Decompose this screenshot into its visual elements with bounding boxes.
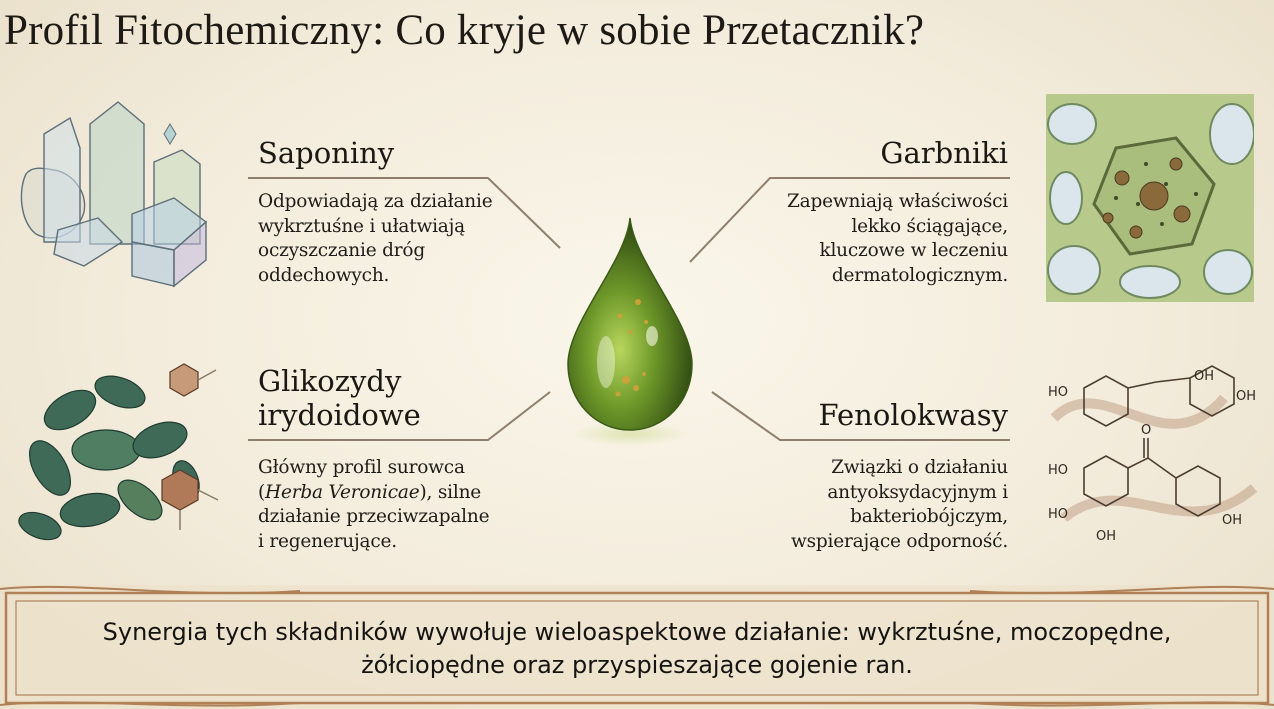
- desc-line: oczyszczanie dróg: [258, 240, 426, 261]
- saponiny-heading: Saponiny: [258, 136, 395, 170]
- heading-line: irydoidowe: [258, 398, 421, 432]
- desc-line: działanie przeciwzapalne: [258, 506, 490, 527]
- garbniki-description: [787, 190, 1008, 288]
- fenolokwasy-description: [791, 456, 1008, 554]
- desc-text: ), silne: [419, 481, 482, 503]
- desc-line: wspierające odporność.: [790, 530, 1008, 552]
- desc-line: Główny profil surowca: [258, 457, 465, 478]
- fenolokwasy-heading: Fenolokwasy: [818, 398, 1008, 432]
- phenolic-molecule-illustration: [1044, 358, 1274, 558]
- page-title: Profil Fitochemiczny: Co kryje w sobie Przetacznik?: [4, 7, 925, 54]
- desc-line: lekko ściągające,: [851, 215, 1008, 237]
- latin-name: Herba Veronicae: [265, 481, 420, 503]
- footer-line: żółciopędne oraz przyspieszające gojenie ran.: [361, 651, 913, 679]
- glikozydy-description: [258, 456, 489, 554]
- desc-line: [258, 481, 489, 506]
- footer-line: Synergia tych składników wywołuje wieloaspektowe działanie: wykrztuśne, moczopędne,: [102, 618, 1172, 646]
- desc-line: dermatologicznym.: [831, 264, 1008, 286]
- oh-label: OH: [1096, 529, 1117, 544]
- desc-line: bakteriobójczym,: [850, 506, 1008, 527]
- desc-line: Zapewniają właściwości: [787, 191, 1008, 212]
- desc-line: oddechowych.: [258, 264, 390, 286]
- desc-line: antyoksydacyjnym i: [827, 481, 1008, 503]
- garbniki-heading: Garbniki: [880, 136, 1008, 170]
- paren: (: [258, 481, 266, 503]
- crystals-illustration: [14, 94, 224, 294]
- oxygen-label: O: [1141, 423, 1152, 438]
- footer-summary: [0, 616, 1274, 682]
- oh-label: OH: [1222, 513, 1243, 528]
- oh-label: HO: [1048, 507, 1069, 522]
- plant-cells-illustration: [1046, 94, 1254, 302]
- oh-label: HO: [1048, 385, 1069, 400]
- desc-line: kluczowe w leczeniu: [819, 240, 1008, 261]
- glikozydy-heading: [258, 364, 421, 432]
- heading-line: Glikozydy: [258, 364, 402, 398]
- oh-label: OH: [1236, 389, 1257, 404]
- desc-line: Związki o działaniu: [831, 457, 1008, 478]
- oh-label: HO: [1048, 463, 1069, 478]
- oh-label: OH: [1194, 369, 1215, 384]
- green-drop-image: [560, 212, 700, 452]
- desc-line: i regenerujące.: [258, 530, 397, 552]
- desc-line: wykrztuśne i ułatwiają: [258, 215, 465, 237]
- leaves-illustration: [10, 350, 230, 560]
- desc-line: Odpowiadają za działanie: [258, 191, 493, 212]
- saponiny-description: [258, 190, 493, 288]
